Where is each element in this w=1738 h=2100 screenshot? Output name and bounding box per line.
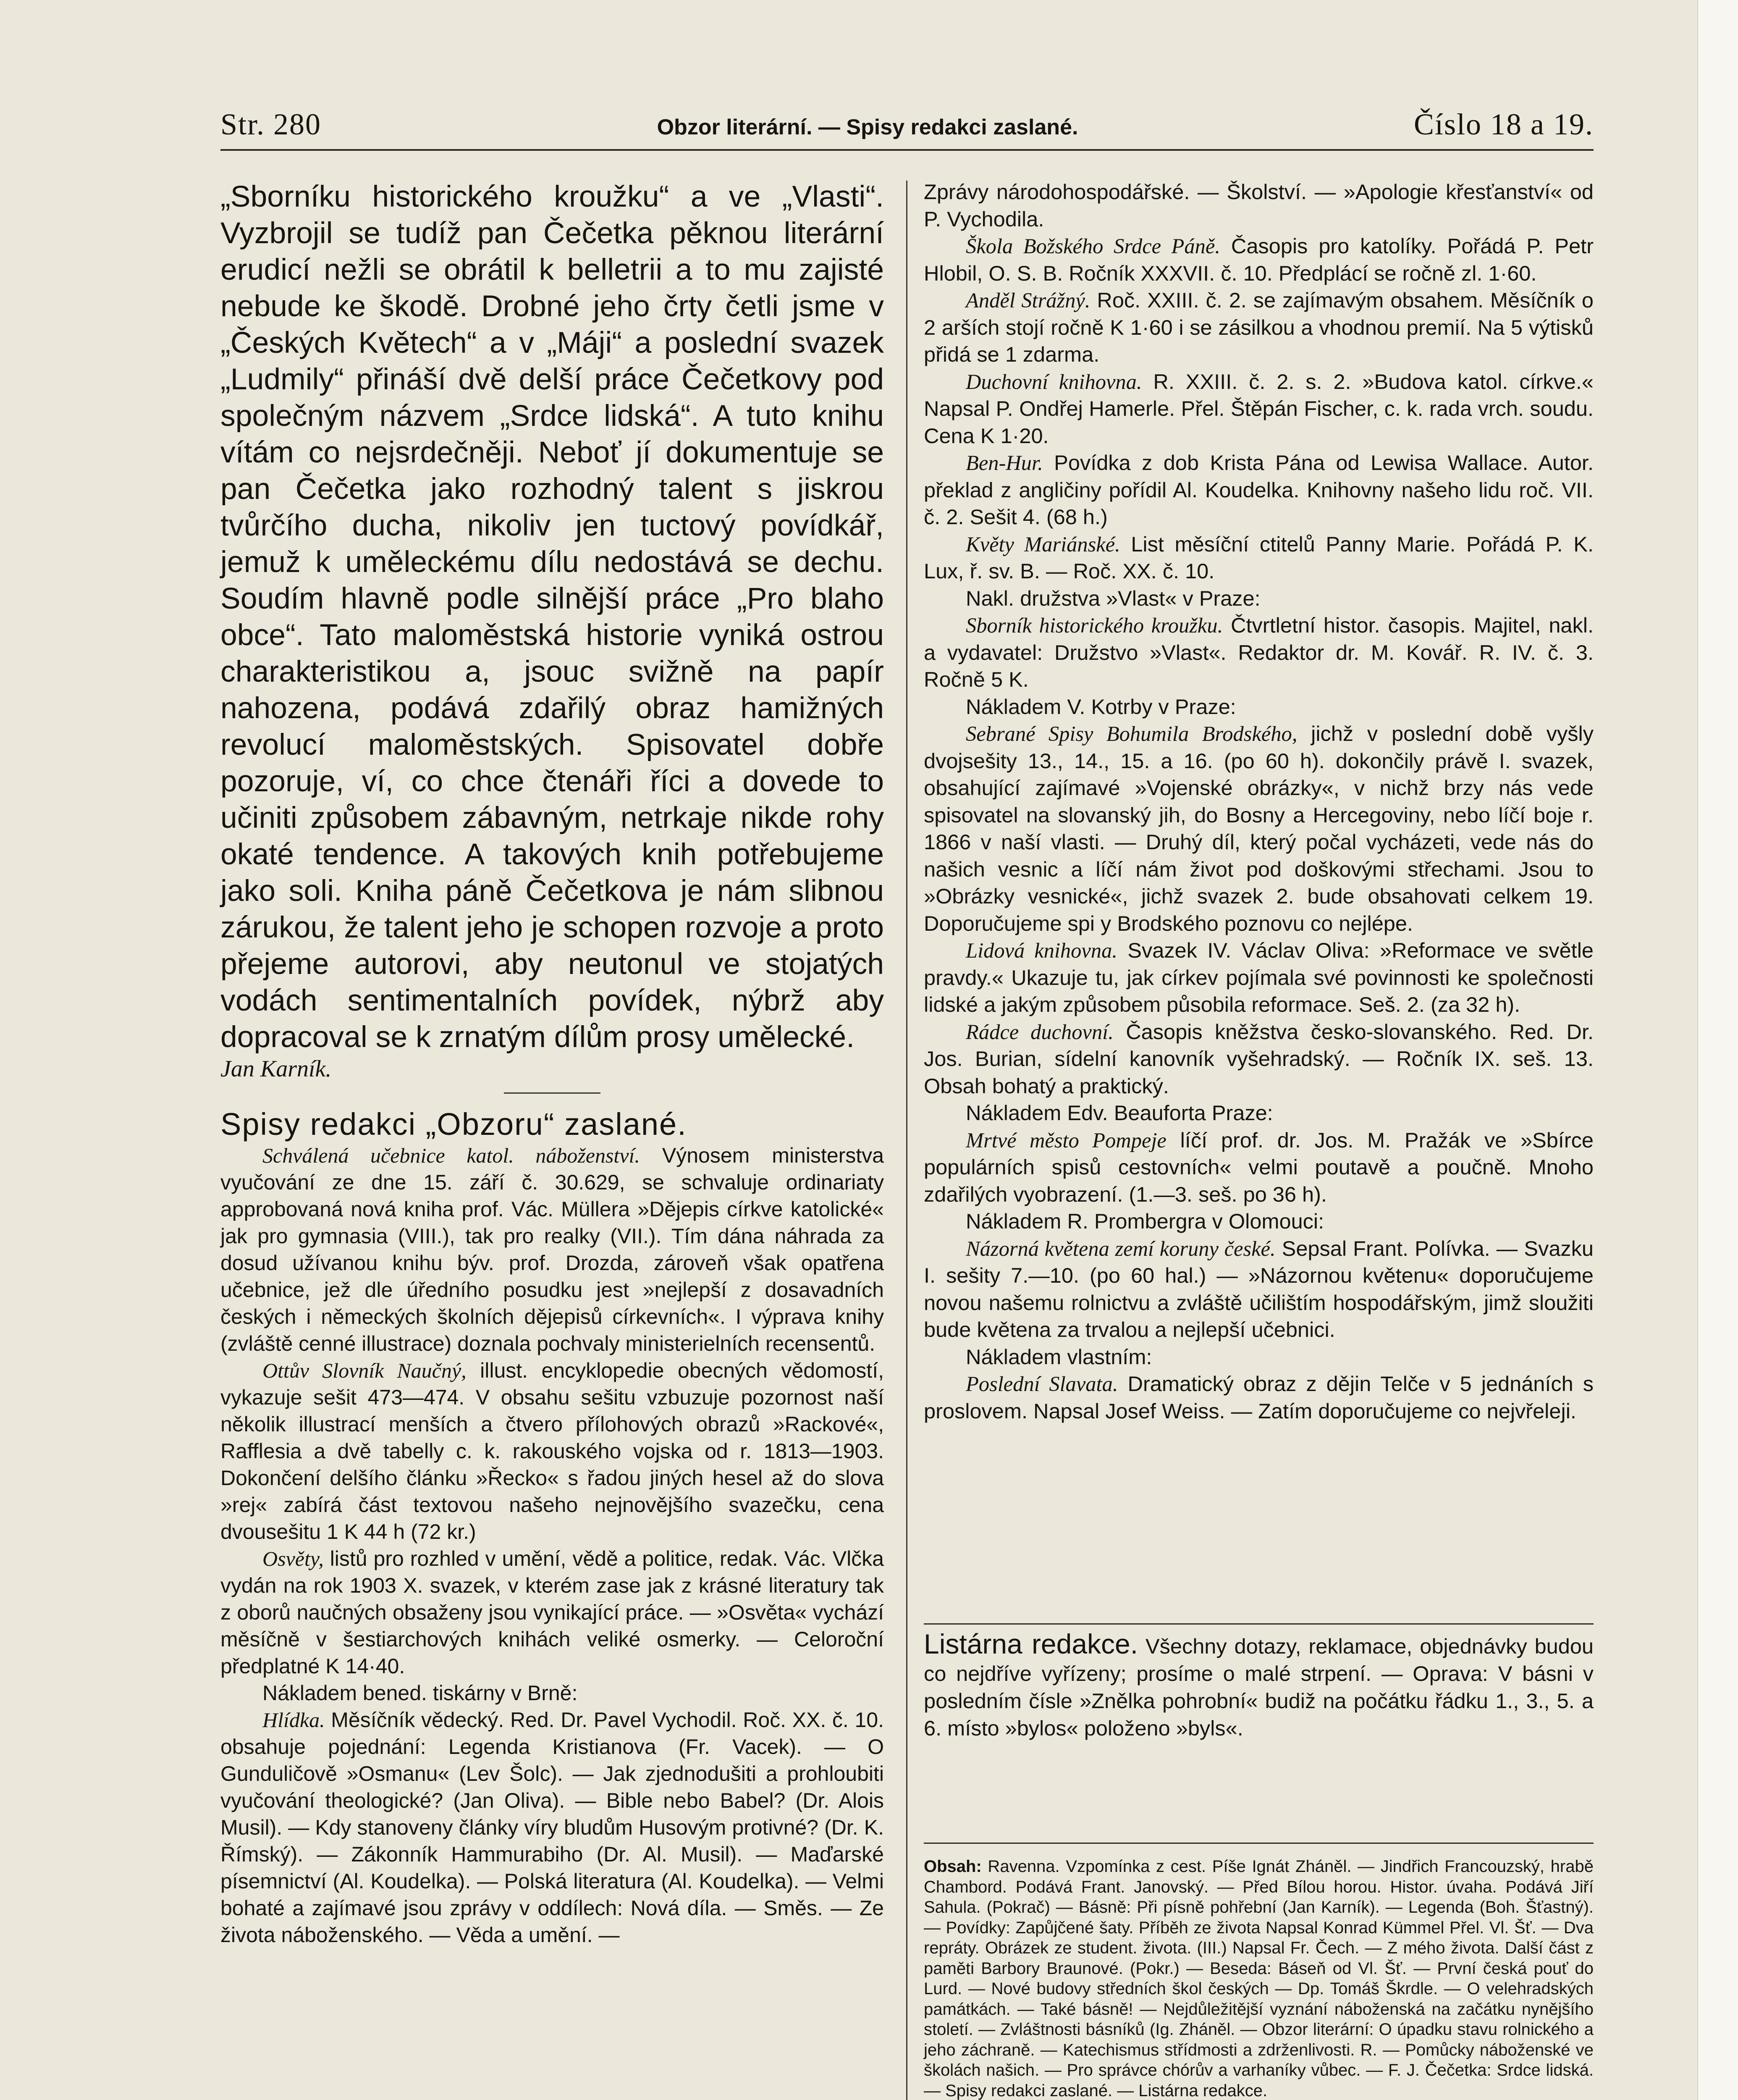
entry bbox=[924, 531, 1594, 585]
entry-title: Květy Mariánské. bbox=[966, 532, 1120, 556]
entry-text: Svazek IV. Václav Oliva: »Reformace ve světle pravdy.« Ukazuje tu, jak církev pojímala své povinnosti ke společnosti lidské a jakým způsobem působila reformace. Seš. 2. (za 32 h). bbox=[924, 938, 1594, 1016]
entry-text: Výnosem ministerstva vyučování ze dne 15. září č. 30.629, se schvaluje ordinariaty approbovaná nová kniha prof. Vác. Müllera »Dějepis církve katolické« jak pro gymnasia (VIII.), tak pro realky (VII.). Tím dána náhrada za dosud užívanou knihu býv. prof. Drozda, zároveň však opatřena učebnice, jež dle úředního posudku jest »nejlepší z dosavadních českých i německých školních dějepisů církevních«. I výprava knihy (zvláště cenné illustrace) doznala pochvaly ministerielních recensentů. bbox=[220, 1144, 884, 1355]
entry bbox=[924, 693, 1594, 721]
entry bbox=[924, 1018, 1594, 1100]
entry-text: Nákladem vlastním: bbox=[966, 1344, 1152, 1369]
contents-label: Obsah: bbox=[924, 1857, 982, 1876]
section-title: Spisy redakci „Obzoru“ zaslané. bbox=[220, 1107, 687, 1142]
entry-title: Škola Božského Srdce Páně. bbox=[966, 234, 1220, 258]
entry-title: Rádce duchovní. bbox=[966, 1020, 1114, 1044]
entry-title: Lidová knihovna. bbox=[966, 939, 1117, 962]
entry-text: Nákladem V. Kotrby v Praze: bbox=[966, 694, 1236, 719]
entry-title: Hlídka. bbox=[262, 1708, 325, 1732]
entry bbox=[924, 1208, 1594, 1235]
entry bbox=[924, 612, 1594, 693]
entry bbox=[220, 1706, 884, 1948]
right-column bbox=[924, 178, 1594, 1425]
review-text: „Sborníku historického kroužku“ a ve „Vlasti“. Vyzbrojil se tudíž pan Čečetka pěknou literární erudicí nežli se obrátil k belletrii a to mu zajisté nebude ke škodě. Drobné jeho črty četli jsme v „Českých Květech“ a v „Máji“ a poslední svazek „Ludmily“ přináší dvě delší práce Čečetkovy pod společným názvem „Srdce lidská“. A tuto knihu vítám co nejsrdečněji. Neboť jí dokumentuje se pan Čečetka jako rozhodný talent s jiskrou tvůrčího ducha, nikoliv jen tuctový povídkář, jemuž k uměleckému dílu nedostává se dechu. Soudím hlavně podle silnější práce „Pro blaho obce“. Tato maloměstská historie vyniká ostrou charakteristikou a, jsouc svižně na papír nahozena, podává zdařilý obraz hamižných revolucí maloměstských. Spisovatel dobře pozoruje, ví, co chce čtenáři říci a dovede to učiniti způsobem zábavným, netrkaje nikde rohy okaté tendence. A takových knih potřebujeme jako soli. Kniha páně Čečetkova je nám slibnou zárukou, že talent jeho je schopen rozvoje a proto přejeme autorovi, aby neutonul ve stojatých vodách sentimentalních povídek, nýbrž aby dopracoval se k zrnatým dílům prosy umělecké. bbox=[220, 180, 884, 1054]
editorial-letters-box bbox=[924, 1623, 1594, 1844]
entry bbox=[220, 1357, 884, 1545]
entry bbox=[924, 233, 1594, 287]
entry bbox=[220, 1142, 884, 1357]
contents-text: Ravenna. Vzpomínka z cest. Píše Ignát Zháněl. — Jindřich Francouzský, hrabě Chambord. Podává Frant. Janovský. — Před Bílou horou. Histor. úvaha. Podává Jiří Sahula. (Pokrač) — Básně: Při písně pohřební (Jan Karník). — Legenda (Boh. Šťastný). — Povídky: Zapůjčené šaty. Příběh ze života Napsal Konrad Kümmel Přel. Vl. Šť. — Dva repráty. Obrázek ze student. života. (III.) Napsal Fr. Čech. — Z mého života. Další část z paměti Barbory Braunové. (Pokr.) — Beseda: Báseň od Vl. Šť. — První česká pouť do Lurd. — Nové budovy středních škol českých — Dp. Tomáš Škrdle. — O velehradských památkách. — Také básně! — Nejdůležitější vyznání náboženská na začátku nynějšího století. — Zvláštnosti básníků (Ig. Zháněl. — Obzor literární: O úpadku stavu rolnického a jeho záchraně. — Katechismus střídmosti a zdrženlivosti. R. — Pomůcky náboženské ve školách našich. — Pro správce chórův a varhaníky vůbec. — F. J. Čečetka: Srdce lidská. — Spisy redakci zaslané. — Listárna redakce. bbox=[924, 1857, 1594, 2100]
entry-text: Nákladem Edv. Beauforta Praze: bbox=[966, 1101, 1273, 1125]
entry-text: Měsíčník vědecký. Red. Dr. Pavel Vychodil. Roč. XX. č. 10. obsahuje pojednání: Legenda Kristianova (Fr. Vacek). — O Gunduličově »Osmanu« (Lev Šolc). — Jak zjednodušiti a prohloubiti vyučování theologické? (Jan Oliva). — Bible nebo Babel? (Dr. Alois Musil). — Kdy stanoveny články víry bludům Husovým protivné? (Dr. K. Římský). — Zákonník Hammurabiho (Dr. Al. Musil). — Maďarské písemnictví (Al. Koudelka). — Polská literatura (Al. Koudelka). — Velmi bohaté a zajímavé jsou zprávy v oddílech: Nová díla. — Směs. — Ze života náboženského. — Věda a umění. — bbox=[220, 1708, 884, 1947]
entry bbox=[220, 1680, 884, 1706]
page-edge bbox=[1697, 0, 1738, 2100]
entry bbox=[924, 1370, 1594, 1425]
entry bbox=[924, 178, 1594, 233]
entry-title: Názorná květena zemí koruny české. bbox=[966, 1236, 1276, 1260]
page-number: Str. 280 bbox=[220, 108, 322, 141]
entry-title: Ben-Hur. bbox=[966, 451, 1043, 475]
left-entries bbox=[220, 1142, 884, 1948]
entry bbox=[924, 585, 1594, 612]
entry bbox=[924, 1127, 1594, 1208]
left-column bbox=[220, 178, 884, 1948]
entry-text: Časopis kněžstva česko-slovanského. Red. Dr. Jos. Burian, sídelní kanovník vyšehradský. — Ročník IX. seš. 13. Obsah bohatý a praktický. bbox=[924, 1019, 1594, 1098]
entry-text: Časopis pro katolíky. Pořádá P. Petr Hlobil, O. S. B. Ročník XXXVII. č. 10. Předplácí se ročně zl. 1·60. bbox=[924, 234, 1594, 285]
entry-text: listů pro rozhled v umění, vědě a politice, redak. Vác. Vlčka vydán na rok 1903 X. svazek, v kterém zase jak z krásné literatury tak z oborů naučných obsaženy jsou vynikající práce. — »Osvěta« vychází měsíčně v šestiarchových knihách veliké osmerky. — Celoroční předplatné K 14·40. bbox=[220, 1547, 884, 1678]
entry bbox=[924, 1100, 1594, 1127]
entry bbox=[924, 1235, 1594, 1344]
entry bbox=[924, 1344, 1594, 1371]
entry bbox=[924, 449, 1594, 531]
entry-text: illust. encyklopedie obecných vědomostí, vykazuje sešit 473—474. V obsahu sešitu vzbuzuje pozornost naší několik illustrací menších a čtvero přílohových obrazů »Rackové«, Rafflesia a dvě tabelly c. k. rakouského vojska od r. 1813—1903. Dokončení delšího článku »Řecko« s řadou jiných hesel až do slova »rej« zabírá část textovou našeho nejnovějšího svazečku, cena dvousešitu 1 K 44 h (72 kr.) bbox=[220, 1359, 884, 1544]
entry-title: Osvěty, bbox=[262, 1547, 324, 1570]
column-separator bbox=[906, 181, 907, 2100]
entry-title: Sborník historického kroužku. bbox=[966, 614, 1223, 637]
entry-text: Sepsal Frant. Polívka. — Svazku I. sešity 7.—10. (po 60 hal.) — »Názornou květenu« doporučujeme novou našemu rolnictvu a zvláště učilištím hospodářským, jimž sloužiti bude květena za trvalou a nejlepší učebnici. bbox=[924, 1236, 1594, 1341]
entry bbox=[924, 937, 1594, 1018]
entry-text: Povídka z dob Krista Pána od Lewisa Wallace. Autor. překlad z angličiny pořídil Al. Koudelka. Knihovny našeho lidu roč. VII. č. 2. Sešit 4. (68 h.) bbox=[924, 451, 1594, 529]
listarna-text: Všechny dotazy, reklamace, objednávky budou co nejdříve vyřízeny; prosíme o malé strpení. — Oprava: V básni v posledním čísle »Znělka pohrobní« budiž na počátku řádku 1., 3., 5. a 6. místo »bylos« položeno »byls«. bbox=[924, 1634, 1594, 1740]
entry-text: List měsíční ctitelů Panny Marie. Pořádá P. K. Lux, ř. sv. B. — Roč. XX. č. 10. bbox=[924, 532, 1594, 583]
entry-title: Duchovní knihovna. bbox=[966, 370, 1142, 394]
contents-box bbox=[924, 1856, 1594, 2100]
entry bbox=[220, 1545, 884, 1680]
entry-text: Nákladem R. Prombergra v Olomouci: bbox=[966, 1209, 1324, 1233]
entry bbox=[924, 287, 1594, 368]
entry-text: Dramatický obraz z dějin Telče v 5 jednáních s proslovem. Napsal Josef Weiss. — Zatím doporučujeme co nejvřeleji. bbox=[924, 1372, 1594, 1423]
running-header bbox=[220, 107, 1594, 145]
review-signature: Jan Karník. bbox=[220, 1056, 332, 1082]
entry-title: Schválená učebnice katol. náboženství. bbox=[262, 1144, 640, 1167]
entry-text: Nakl. družstva »Vlast« v Praze: bbox=[966, 586, 1261, 610]
entry-text: R. XXIII. č. 2. s. 2. »Budova katol. církve.« Napsal P. Ondřej Hamerle. Přel. Štěpán Fischer, c. k. rada vrch. soudu. Cena K 1·20. bbox=[924, 369, 1594, 448]
section-divider bbox=[504, 1092, 600, 1094]
right-entries bbox=[924, 178, 1594, 1425]
entry bbox=[924, 368, 1594, 450]
entry bbox=[924, 720, 1594, 937]
entry-text: Zprávy národohospodářské. — Školství. — »Apologie křesťanství« od P. Vychodila. bbox=[924, 180, 1594, 231]
running-title: Obzor literární. — Spisy redakci zaslané. bbox=[657, 115, 1078, 139]
entry-title: Sebrané Spisy Bohumila Brodského, bbox=[966, 722, 1298, 746]
issue-number: Číslo 18 a 19. bbox=[1413, 108, 1594, 141]
entry-title: Poslední Slavata. bbox=[966, 1372, 1118, 1396]
entry-text: Roč. XXIII. č. 2. se zajímavým obsahem. Měsíčník o 2 arších stojí ročně K 1·60 i se zásilkou a vhodnou premií. Na 5 výtisků přidá se 1 zdarma. bbox=[924, 288, 1594, 366]
listarna-title: Listárna redakce. bbox=[924, 1628, 1138, 1659]
entry-title: Ottův Slovník Naučný, bbox=[262, 1359, 467, 1382]
entry-text: Čtvrtletní histor. časopis. Majitel, nakl. a vydavatel: Družstvo »Vlast«. Redaktor dr. M. Kovář. R. IV. č. 3. Ročně 5 K. bbox=[924, 613, 1594, 691]
entry-text: líčí prof. dr. Jos. M. Pražák ve »Sbírce populárních spisů cestovních« velmi poutavě a poučně. Mnoho zdařilých vyobrazení. (1.—3. seš. po 36 h). bbox=[924, 1128, 1594, 1206]
header-rule bbox=[220, 149, 1594, 151]
entry-text: jichž v poslední době vyšly dvojsešity 13., 14., 15. a 16. (po 60 h). dokončily právě I. svazek, obsahující zajímavé »Vojenské obrázky«, v nichž brzy nás vede spisovatel na slovanský jih, do Bosny a Hercegoviny, nebo líčí boje r. 1866 v naší vlasti. — Druhý díl, který počal vycházeti, vede nás do našich vesnic a líčí nám život pod doškovými střechami. Jsou to »Obrázky vesnické«, jichž svazek 2. bude obsahovati celkem 19. Doporučujeme spi y Brodského poznovu co nejlépe. bbox=[924, 722, 1594, 935]
entry-title: Mrtvé město Pompeje bbox=[966, 1128, 1167, 1152]
entry-title: Anděl Strážný. bbox=[966, 289, 1091, 312]
entry-text: Nákladem bened. tiskárny v Brně: bbox=[262, 1681, 578, 1705]
